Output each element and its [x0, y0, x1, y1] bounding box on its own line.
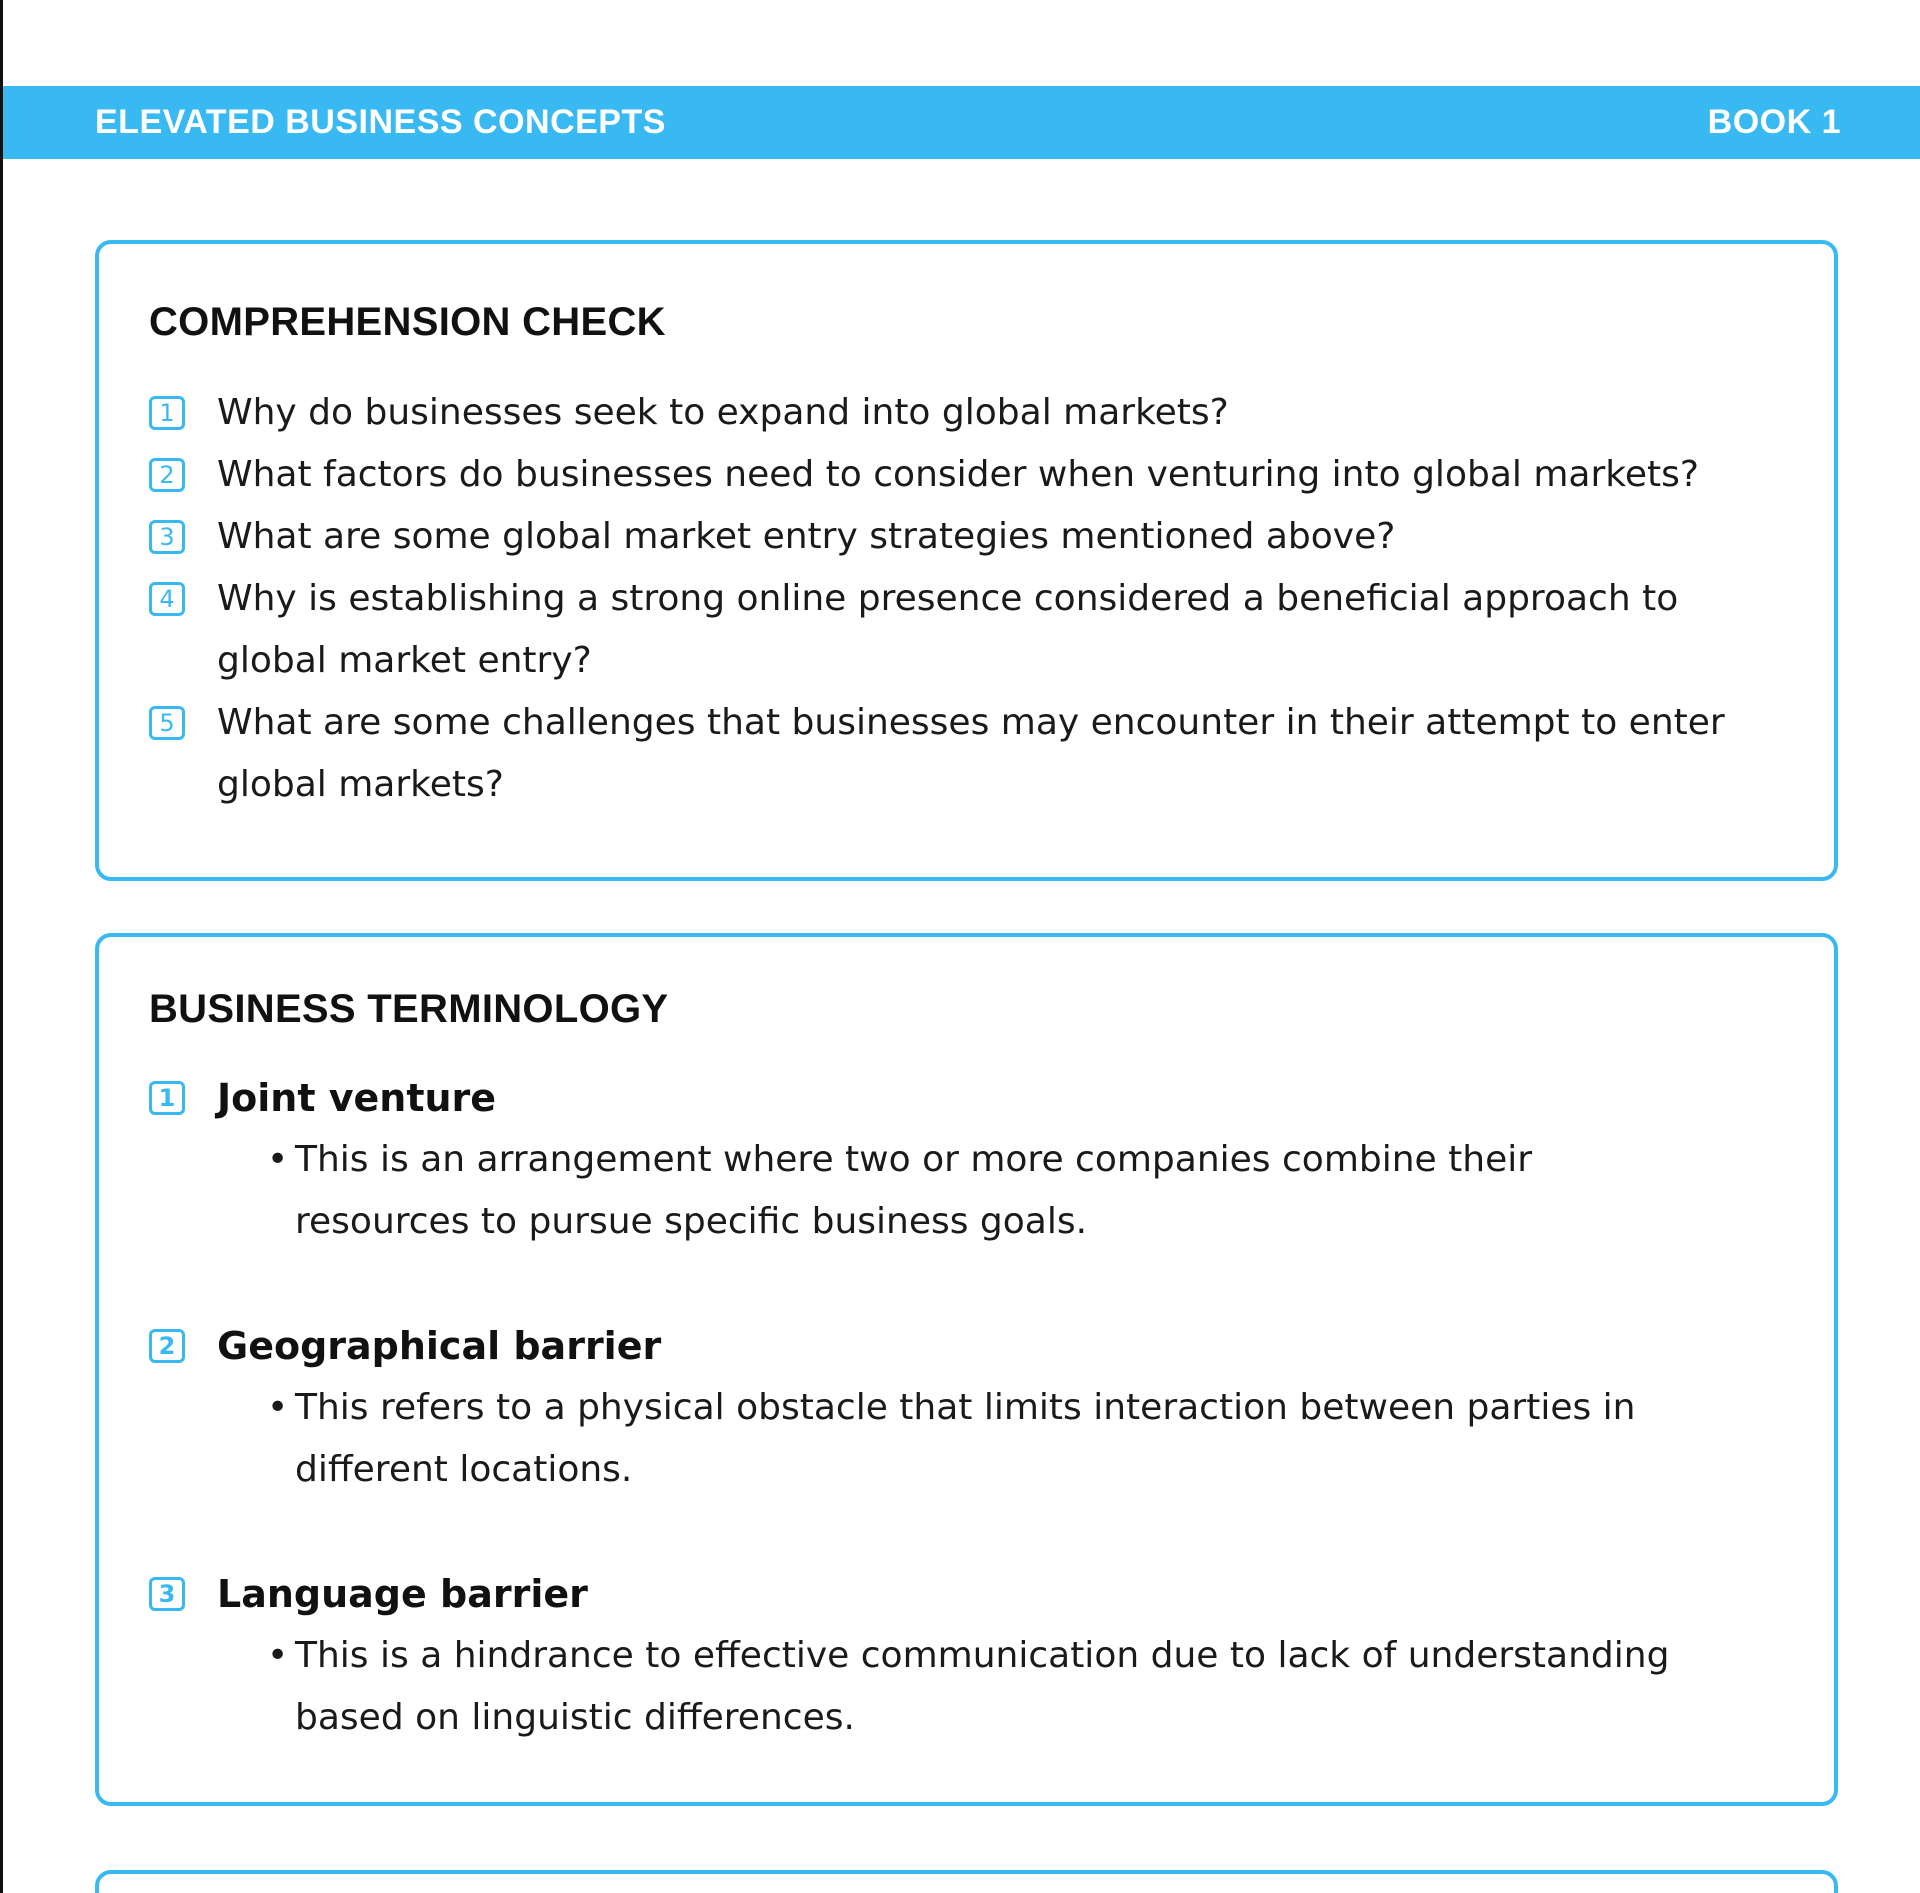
number-2-icon: 2: [149, 1329, 185, 1363]
question-item: [149, 444, 1789, 506]
number-4-icon: 4: [149, 582, 185, 616]
term-heading: [149, 1315, 1789, 1377]
term-entry: [149, 1067, 1789, 1253]
term-heading: [149, 1067, 1789, 1129]
definition-text: This refers to a physical obstacle that limits interaction between parties in different locations.: [295, 1387, 1636, 1490]
question-item: [149, 692, 1789, 816]
number-5-icon: 5: [149, 706, 185, 740]
number-1-icon: 1: [149, 396, 185, 430]
term-definition: [267, 1625, 1715, 1749]
business-terminology-card: [95, 933, 1838, 1806]
comprehension-check-card: [95, 240, 1838, 881]
term-definition: [267, 1377, 1715, 1501]
bullet-icon: •: [267, 1139, 289, 1180]
question-item: [149, 382, 1789, 444]
number-2-icon: 2: [149, 458, 185, 492]
page-left-edge: [0, 0, 3, 1893]
question-text: What factors do businesses need to consider when venturing into global markets?: [217, 454, 1699, 495]
term-heading: [149, 1563, 1789, 1625]
series-title: ELEVATED BUSINESS CONCEPTS: [95, 103, 666, 141]
question-text: Why is establishing a strong online presence considered a beneficial approach to global market entry?: [217, 578, 1679, 681]
business-terminology-heading: BUSINESS TERMINOLOGY: [149, 987, 669, 1031]
header-banner: [3, 86, 1920, 159]
next-section-card: [95, 1870, 1838, 1893]
definition-text: This is a hindrance to effective communication due to lack of understanding based on linguistic differences.: [295, 1635, 1670, 1738]
question-text: What are some global market entry strategies mentioned above?: [217, 516, 1396, 557]
number-3-icon: 3: [149, 520, 185, 554]
question-text: Why do businesses seek to expand into global markets?: [217, 392, 1229, 433]
question-list: [149, 382, 1789, 816]
bullet-icon: •: [267, 1635, 289, 1676]
term-entry: [149, 1315, 1789, 1501]
number-1-icon: 1: [149, 1081, 185, 1115]
term-name: Joint venture: [217, 1076, 497, 1120]
term-name: Geographical barrier: [217, 1324, 662, 1368]
number-3-icon: 3: [149, 1577, 185, 1611]
question-item: [149, 568, 1789, 692]
term-definition: [267, 1129, 1715, 1253]
term-entry: [149, 1563, 1789, 1749]
question-text: What are some challenges that businesses may encounter in their attempt to enter global markets?: [217, 702, 1725, 805]
comprehension-check-heading: COMPREHENSION CHECK: [149, 300, 666, 344]
definition-text: This is an arrangement where two or more companies combine their resources to pursue specific business goals.: [295, 1139, 1533, 1242]
book-label: BOOK 1: [1707, 103, 1841, 141]
bullet-icon: •: [267, 1387, 289, 1428]
term-name: Language barrier: [217, 1572, 588, 1616]
question-item: [149, 506, 1789, 568]
